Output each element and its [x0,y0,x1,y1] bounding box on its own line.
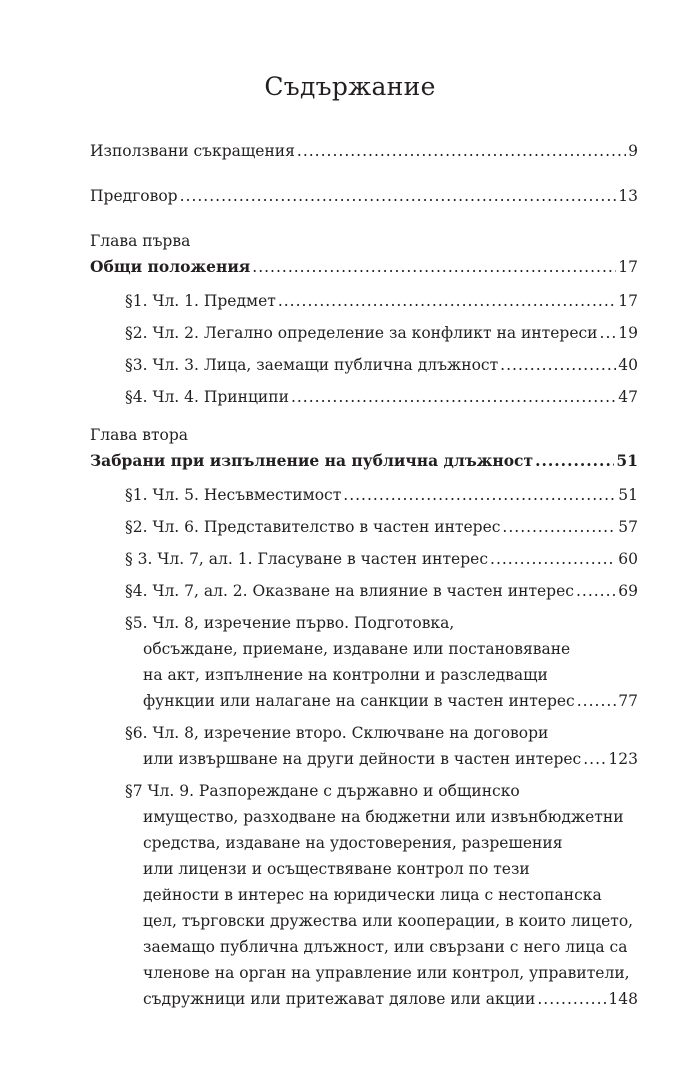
toc-entry-c2-s7-line[interactable]: членове на орган на управление или контрол, управители, [143,964,630,982]
chapter-1-label: Глава първа [90,232,191,250]
toc-entry-c2-s7-line[interactable]: или лицензи и осъществяване контрол по тези [143,860,530,878]
toc-leader-dots [180,183,617,209]
chapter-2-label: Глава втора [90,426,189,444]
toc-entry-c1-s1[interactable] [125,288,638,314]
toc-page-number: 51 [616,451,638,470]
toc-entry-c2-s7-line[interactable]: заемащо публична длъжност, или свързани с него лица са [143,938,628,956]
toc-entry-c2-s5-line[interactable]: обсъждане, приемане, издаване или постановяване [143,640,571,658]
toc-entry-text: или извършване на други дейности в частен интерес [143,750,582,768]
toc-leader-dots [502,514,616,540]
toc-leader-dots [297,138,626,164]
toc-entry-text: Забрани при изпълнение на публична длъжност [90,451,534,470]
toc-leader-dots [535,448,614,474]
toc-entry-text: съдружници или притежават дялове или акции [143,990,536,1008]
toc-entry-text: Общи положения [90,257,251,276]
toc-entry-text: Използвани съкращения [90,142,295,160]
toc-leader-dots [500,352,616,378]
toc-page-number: 51 [618,486,638,504]
toc-entry-c2-s2[interactable] [125,514,638,540]
toc-entry-text: §2. Чл. 2. Легално определение за конфликт на интереси [125,324,598,342]
toc-leader-dots [278,288,616,314]
toc-page-number: 57 [618,518,638,536]
toc-entry-c1-s3[interactable] [125,352,638,378]
toc-entry-preface[interactable] [90,183,638,209]
toc-leader-dots [576,578,616,604]
toc-entry-c2-s7-last[interactable] [143,986,638,1012]
toc-page-number: 148 [608,990,638,1008]
toc-entry-c2-s7-line[interactable]: имущество, разходване на бюджетни или извънбюджетни [143,808,624,826]
toc-page-number: 47 [618,388,638,406]
toc-leader-dots [600,320,617,346]
toc-entry-c2-s7-line[interactable]: дейности в интерес на юридически лица с нестопанска [143,886,602,904]
toc-entry-text: §4. Чл. 4. Принципи [125,388,289,406]
page-title: Съдържание [264,72,436,101]
toc-page-number: 77 [618,692,638,710]
toc-entry-chapter-2[interactable] [90,448,638,474]
toc-page-number: 123 [608,750,638,768]
toc-page-number: 19 [618,324,638,342]
toc-entry-chapter-1[interactable] [90,254,638,280]
toc-entry-abbreviations[interactable] [90,138,638,164]
toc-entry-c2-s5-line[interactable]: §5. Чл. 8, изречение първо. Подготовка, [125,614,455,632]
toc-entry-c1-s4[interactable] [125,384,638,410]
toc-page-number: 13 [618,187,638,205]
toc-page-number: 17 [618,292,638,310]
toc-page-number: 69 [618,582,638,600]
toc-leader-dots [583,746,606,772]
toc-entry-text: §2. Чл. 6. Представителство в частен интерес [125,518,501,536]
toc-entry-c2-s7-line[interactable]: средства, издаване на удостоверения, разрешения [143,834,563,852]
toc-leader-dots [577,688,617,714]
toc-leader-dots [490,546,616,572]
toc-entry-c2-s6-line[interactable]: §6. Чл. 8, изречение второ. Сключване на договори [125,724,549,742]
toc-page-number: 40 [618,356,638,374]
toc-entry-text: §1. Чл. 1. Предмет [125,292,276,310]
toc-entry-text: §4. Чл. 7, ал. 2. Оказване на влияние в частен интерес [125,582,574,600]
toc-entry-text: §3. Чл. 3. Лица, заемащи публична длъжност [125,356,499,374]
toc-leader-dots [252,254,616,280]
toc-entry-c2-s4[interactable] [125,578,638,604]
toc-entry-c2-s7-line[interactable]: цел, търговски дружества или кооперации, в които лицето, [143,912,634,930]
toc-leader-dots [537,986,606,1012]
toc-entry-c2-s7-line[interactable]: §7 Чл. 9. Разпореждане с държавно и общинско [125,782,520,800]
toc-entry-c2-s5-line[interactable]: на акт, изпълнение на контролни и разследващи [143,666,548,684]
toc-entry-text: § 3. Чл. 7, ал. 1. Гласуване в частен интерес [125,550,489,568]
toc-page-number: 17 [618,258,638,276]
toc-leader-dots [343,482,616,508]
toc-page-number: 60 [618,550,638,568]
toc-entry-text: §1. Чл. 5. Несъвместимост [125,486,342,504]
toc-entry-c2-s5-last[interactable] [143,688,638,714]
toc-page-number: 9 [628,142,638,160]
toc-leader-dots [291,384,616,410]
toc-entry-c2-s3[interactable] [125,546,638,572]
toc-entry-text: Предговор [90,187,178,205]
toc-entry-c2-s6-last[interactable] [143,746,638,772]
toc-entry-c1-s2[interactable] [125,320,638,346]
toc-entry-c2-s1[interactable] [125,482,638,508]
toc-entry-text: функции или налагане на санкции в частен интерес [143,692,575,710]
